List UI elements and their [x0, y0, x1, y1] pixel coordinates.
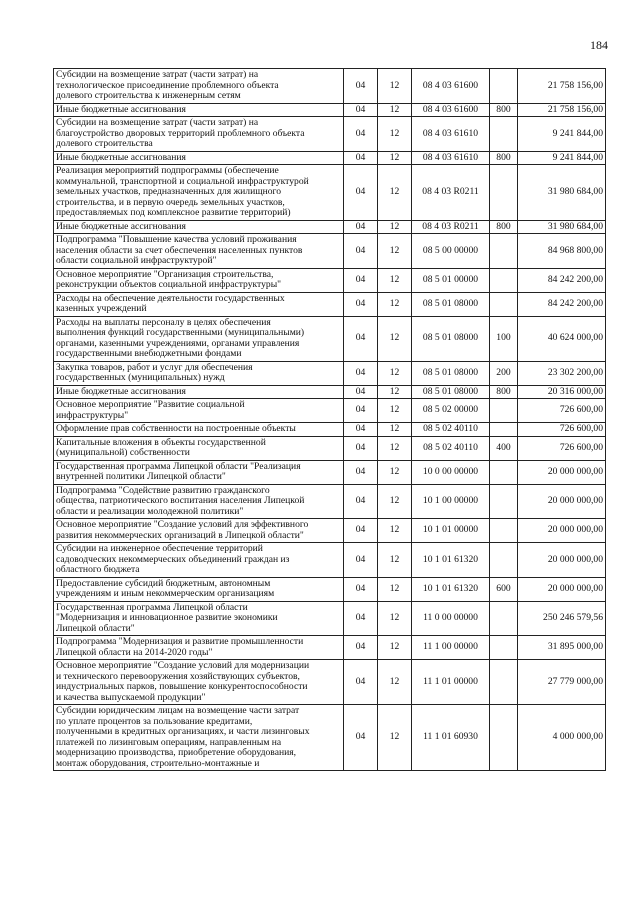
row-name: Государственная программа Липецкой области "Реализация внутренней политики Липецкой области": [54, 460, 344, 484]
section-code: 04: [344, 151, 378, 165]
subsection-code: 12: [378, 460, 412, 484]
target-article-code: 08 5 01 08000: [412, 385, 490, 399]
amount: 21 758 156,00: [518, 69, 606, 104]
row-name: Основное мероприятие "Создание условий для эффективного развития некоммерческих организаций в Липецкой области": [54, 519, 344, 543]
section-code: 04: [344, 660, 378, 705]
expense-type-code: 800: [490, 385, 518, 399]
target-article-code: 08 5 01 08000: [412, 316, 490, 361]
section-code: 04: [344, 268, 378, 292]
subsection-code: 12: [378, 220, 412, 234]
row-name: Капитальные вложения в объекты государственной (муниципальной) собственности: [54, 436, 344, 460]
expense-type-code: [490, 292, 518, 316]
row-name: Иные бюджетные ассигнования: [54, 220, 344, 234]
row-name: Реализация мероприятий подпрограммы (обеспечение коммунальной, транспортной и социальной инфраструктурой земельных участков, предназначенных для жилищного строительства, и в первую очередь земельных участков, предоставляемых под комплексное развитие территорий): [54, 165, 344, 221]
subsection-code: 12: [378, 399, 412, 423]
row-name: Иные бюджетные ассигнования: [54, 385, 344, 399]
row-name: Предоставление субсидий бюджетным, автономным учреждениям и иным некоммерческим организациям: [54, 577, 344, 601]
target-article-code: 10 1 01 61320: [412, 577, 490, 601]
target-article-code: 08 5 01 08000: [412, 361, 490, 385]
table-row: [54, 69, 606, 104]
table-row: [54, 636, 606, 660]
subsection-code: 12: [378, 423, 412, 437]
section-code: 04: [344, 69, 378, 104]
expense-type-code: [490, 484, 518, 519]
table-row: [54, 151, 606, 165]
target-article-code: 08 4 03 61600: [412, 69, 490, 104]
section-code: 04: [344, 543, 378, 578]
target-article-code: 08 4 03 R0211: [412, 220, 490, 234]
budget-table: [53, 68, 606, 771]
subsection-code: 12: [378, 660, 412, 705]
table-row: [54, 660, 606, 705]
section-code: 04: [344, 234, 378, 269]
table-row: [54, 519, 606, 543]
amount: 250 246 579,56: [518, 601, 606, 636]
section-code: 04: [344, 636, 378, 660]
amount: 84 968 800,00: [518, 234, 606, 269]
row-name: Субсидии на инженерное обеспечение территорий садоводческих некоммерческих объединений граждан из областного бюджета: [54, 543, 344, 578]
table-row: [54, 601, 606, 636]
expense-type-code: [490, 117, 518, 152]
table-row: [54, 460, 606, 484]
section-code: 04: [344, 316, 378, 361]
target-article-code: 08 4 03 61610: [412, 117, 490, 152]
expense-type-code: [490, 268, 518, 292]
section-code: 04: [344, 117, 378, 152]
target-article-code: 08 4 03 61600: [412, 103, 490, 117]
section-code: 04: [344, 577, 378, 601]
target-article-code: 10 1 01 00000: [412, 519, 490, 543]
expense-type-code: [490, 660, 518, 705]
amount: 84 242 200,00: [518, 268, 606, 292]
amount: 31 980 684,00: [518, 220, 606, 234]
row-name: Расходы на обеспечение деятельности государственных казенных учреждений: [54, 292, 344, 316]
section-code: 04: [344, 103, 378, 117]
section-code: 04: [344, 519, 378, 543]
table-row: [54, 399, 606, 423]
subsection-code: 12: [378, 165, 412, 221]
table-row: [54, 316, 606, 361]
section-code: 04: [344, 385, 378, 399]
expense-type-code: [490, 234, 518, 269]
expense-type-code: [490, 519, 518, 543]
amount: 9 241 844,00: [518, 151, 606, 165]
table-row: [54, 234, 606, 269]
section-code: 04: [344, 361, 378, 385]
row-name: Расходы на выплаты персоналу в целях обеспечения выполнения функций государственными (муниципальными) органами, казенными учреждениями, органами управления государственными внебюджетными фондами: [54, 316, 344, 361]
amount: 23 302 200,00: [518, 361, 606, 385]
expense-type-code: [490, 543, 518, 578]
amount: 9 241 844,00: [518, 117, 606, 152]
table-row: [54, 117, 606, 152]
target-article-code: 08 5 02 00000: [412, 399, 490, 423]
amount: 20 000 000,00: [518, 519, 606, 543]
section-code: 04: [344, 484, 378, 519]
subsection-code: 12: [378, 117, 412, 152]
amount: 84 242 200,00: [518, 292, 606, 316]
amount: 726 600,00: [518, 399, 606, 423]
target-article-code: 08 5 00 00000: [412, 234, 490, 269]
target-article-code: 11 1 00 00000: [412, 636, 490, 660]
table-row: [54, 577, 606, 601]
expense-type-code: [490, 705, 518, 771]
page-number: 184: [590, 38, 608, 52]
amount: 40 624 000,00: [518, 316, 606, 361]
row-name: Субсидии юридическим лицам на возмещение части затрат по уплате процентов за пользование кредитами, полученными в кредитных организациях, и части лизинговых платежей по лизинговым операциям, направленным на модернизацию производства, приобретение оборудования, монтаж оборудования, строительно-монтажные и: [54, 705, 344, 771]
amount: 27 779 000,00: [518, 660, 606, 705]
subsection-code: 12: [378, 385, 412, 399]
target-article-code: 08 4 03 61610: [412, 151, 490, 165]
target-article-code: 08 5 02 40110: [412, 436, 490, 460]
table-row: [54, 423, 606, 437]
row-name: Иные бюджетные ассигнования: [54, 103, 344, 117]
section-code: 04: [344, 220, 378, 234]
subsection-code: 12: [378, 69, 412, 104]
amount: 20 000 000,00: [518, 484, 606, 519]
table-row: [54, 385, 606, 399]
amount: 20 000 000,00: [518, 543, 606, 578]
target-article-code: 08 5 02 40110: [412, 423, 490, 437]
subsection-code: 12: [378, 636, 412, 660]
subsection-code: 12: [378, 436, 412, 460]
subsection-code: 12: [378, 234, 412, 269]
expense-type-code: 100: [490, 316, 518, 361]
table-row: [54, 543, 606, 578]
row-name: Подпрограмма "Содействие развитию гражданского общества, патриотического воспитания населения Липецкой области и реализации молодежной политики": [54, 484, 344, 519]
expense-type-code: [490, 636, 518, 660]
amount: 726 600,00: [518, 436, 606, 460]
target-article-code: 11 0 00 00000: [412, 601, 490, 636]
expense-type-code: [490, 165, 518, 221]
subsection-code: 12: [378, 292, 412, 316]
amount: 4 000 000,00: [518, 705, 606, 771]
row-name: Закупка товаров, работ и услуг для обеспечения государственных (муниципальных) нужд: [54, 361, 344, 385]
subsection-code: 12: [378, 361, 412, 385]
target-article-code: 08 4 03 R0211: [412, 165, 490, 221]
amount: 20 316 000,00: [518, 385, 606, 399]
expense-type-code: [490, 399, 518, 423]
section-code: 04: [344, 705, 378, 771]
row-name: Подпрограмма "Повышение качества условий проживания населения области за счет обеспечения населенных пунктов области социальной инфраструктурой": [54, 234, 344, 269]
table-row: [54, 484, 606, 519]
row-name: Субсидии на возмещение затрат (части затрат) на технологическое присоединение проблемного объекта долевого строительства к инженерным сетям: [54, 69, 344, 104]
amount: 20 000 000,00: [518, 460, 606, 484]
section-code: 04: [344, 292, 378, 316]
row-name: Основное мероприятие "Создание условий для модернизации и технического перевооружения хозяйствующих субъектов, индустриальных парков, повышение конкурентоспособности и качества выпускаемой продукции": [54, 660, 344, 705]
target-article-code: 11 1 01 00000: [412, 660, 490, 705]
table-row: [54, 268, 606, 292]
amount: 21 758 156,00: [518, 103, 606, 117]
table-row: [54, 220, 606, 234]
target-article-code: 08 5 01 00000: [412, 268, 490, 292]
target-article-code: 10 1 01 61320: [412, 543, 490, 578]
section-code: 04: [344, 601, 378, 636]
budget-table-body: [54, 69, 606, 771]
subsection-code: 12: [378, 484, 412, 519]
subsection-code: 12: [378, 543, 412, 578]
section-code: 04: [344, 460, 378, 484]
table-row: [54, 361, 606, 385]
row-name: Подпрограмма "Модернизация и развитие промышленности Липецкой области на 2014-2020 годы": [54, 636, 344, 660]
expense-type-code: 600: [490, 577, 518, 601]
expense-type-code: 800: [490, 151, 518, 165]
amount: 31 895 000,00: [518, 636, 606, 660]
section-code: 04: [344, 165, 378, 221]
subsection-code: 12: [378, 601, 412, 636]
subsection-code: 12: [378, 705, 412, 771]
amount: 726 600,00: [518, 423, 606, 437]
row-name: Оформление прав собственности на построенные объекты: [54, 423, 344, 437]
subsection-code: 12: [378, 519, 412, 543]
section-code: 04: [344, 436, 378, 460]
target-article-code: 11 1 01 60930: [412, 705, 490, 771]
expense-type-code: 400: [490, 436, 518, 460]
target-article-code: 08 5 01 08000: [412, 292, 490, 316]
expense-type-code: 800: [490, 220, 518, 234]
row-name: Государственная программа Липецкой области "Модернизация и инновационное развитие экономики Липецкой области": [54, 601, 344, 636]
expense-type-code: [490, 460, 518, 484]
table-row: [54, 705, 606, 771]
subsection-code: 12: [378, 151, 412, 165]
expense-type-code: [490, 423, 518, 437]
expense-type-code: 800: [490, 103, 518, 117]
row-name: Основное мероприятие "Развитие социальной инфраструктуры": [54, 399, 344, 423]
expense-type-code: [490, 601, 518, 636]
subsection-code: 12: [378, 268, 412, 292]
row-name: Субсидии на возмещение затрат (части затрат) на благоустройство дворовых территорий проблемного объекта долевого строительства: [54, 117, 344, 152]
target-article-code: 10 0 00 00000: [412, 460, 490, 484]
expense-type-code: [490, 69, 518, 104]
row-name: Основное мероприятие "Организация строительства, реконструкции объектов социальной инфраструктуры": [54, 268, 344, 292]
subsection-code: 12: [378, 577, 412, 601]
subsection-code: 12: [378, 316, 412, 361]
section-code: 04: [344, 399, 378, 423]
amount: 20 000 000,00: [518, 577, 606, 601]
table-row: [54, 292, 606, 316]
table-row: [54, 436, 606, 460]
table-row: [54, 103, 606, 117]
expense-type-code: 200: [490, 361, 518, 385]
table-row: [54, 165, 606, 221]
row-name: Иные бюджетные ассигнования: [54, 151, 344, 165]
subsection-code: 12: [378, 103, 412, 117]
target-article-code: 10 1 00 00000: [412, 484, 490, 519]
amount: 31 980 684,00: [518, 165, 606, 221]
section-code: 04: [344, 423, 378, 437]
